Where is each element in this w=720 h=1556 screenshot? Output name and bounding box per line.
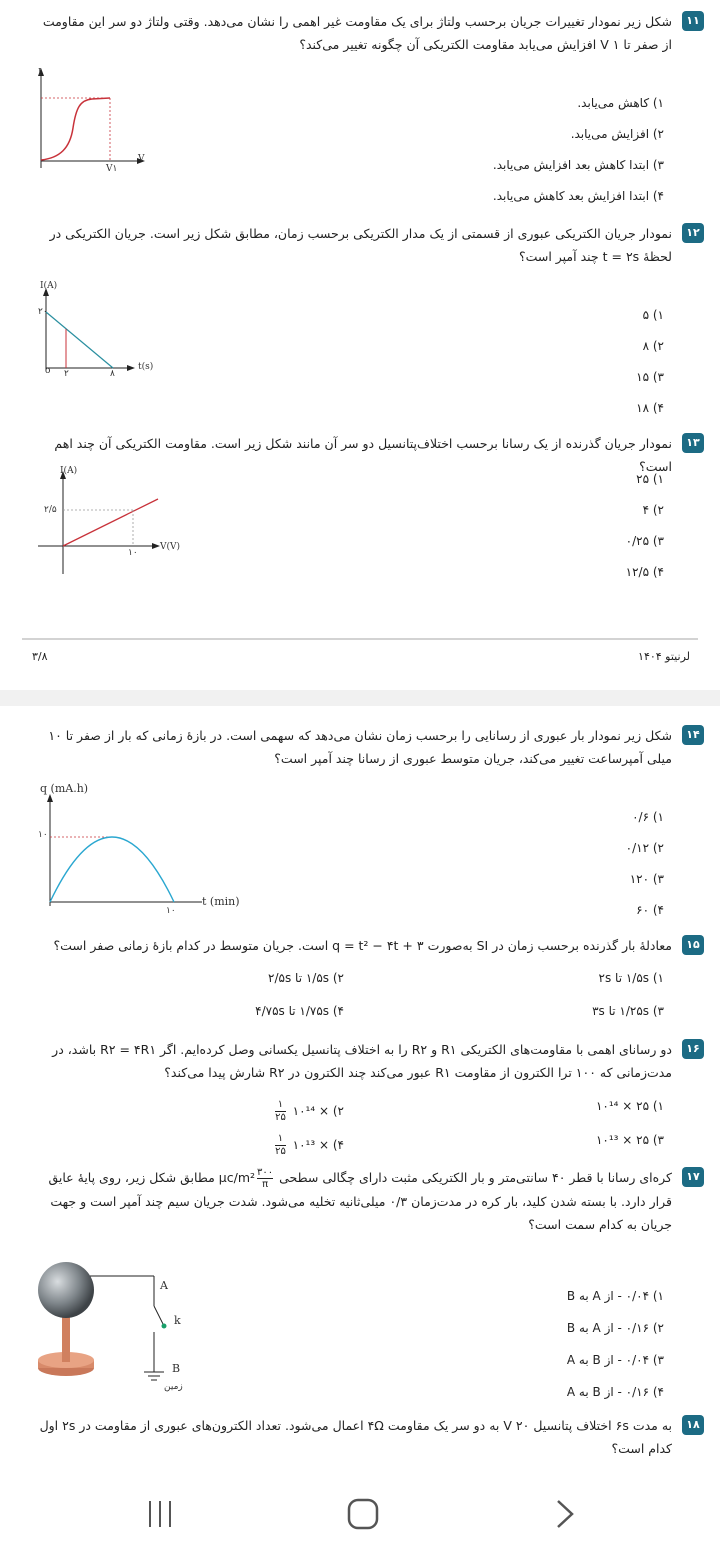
q12-option-2[interactable]: ۲) ۸	[642, 339, 664, 353]
q16-option-2-text: ۲) × ۱۰¹⁴	[292, 1104, 344, 1118]
question-number: ۱۴	[682, 725, 704, 745]
q13-graph	[30, 466, 180, 578]
q17-unit: μc/m²	[218, 1170, 256, 1185]
q12-x-label: t(s)	[138, 362, 154, 372]
frac-den: π	[262, 1179, 269, 1190]
q13-y-label: I(A)	[60, 466, 78, 476]
q17-text-line1-end: مطابق شکل زیر، روی پایهٔ عایق قرار	[48, 1170, 672, 1209]
q13-option-3[interactable]: ۳) ۰/۲۵	[625, 534, 664, 548]
q16-option-2[interactable]	[275, 1099, 344, 1124]
q15-option-2[interactable]: ۲) ۱/۵s تا ۲/۵s	[268, 971, 344, 985]
q17-option-1[interactable]: ۱) ۰/۰۴ - از A به B	[566, 1289, 664, 1303]
q16-option-2-fraction	[275, 1099, 286, 1124]
q11-graph	[30, 68, 170, 180]
recent-apps-icon[interactable]	[146, 1499, 176, 1529]
q16-option-4-text: ۴) × ۱۰¹³	[292, 1138, 344, 1152]
q14-option-4[interactable]: ۴) ۶۰	[636, 903, 664, 917]
q11-x-tick: V۱	[106, 164, 118, 174]
q12-x-tick-1: ۲	[64, 369, 69, 379]
q17-label-b: B	[172, 1362, 181, 1375]
question-text: شکل زیر نمودار تغییرات جریان برحسب ولتاژ برای یک مقاومت غیر اهمی را نشان می‌دهد. وقتی ولتاژ دو سر این مقاومت از صفر تا V ۱ افزایش می‌یابد مقاومت الکتریکی آن چگونه تغییر می‌کند؟	[42, 14, 672, 52]
frac-num: ۱	[275, 1133, 286, 1146]
q16-option-1[interactable]: ۱) ۲۵ × ۱۰¹⁴	[595, 1099, 664, 1113]
question-15	[34, 934, 704, 957]
q17-option-3[interactable]: ۳) ۰/۰۴ - از B به A	[566, 1353, 664, 1367]
q11-option-3[interactable]: ۳) ابتدا کاهش بعد افزایش می‌یابد.	[492, 158, 664, 172]
q17-option-4[interactable]: ۴) ۰/۱۶ - از B به A	[566, 1385, 664, 1399]
q13-y-tick: ۲/۵	[44, 505, 57, 515]
q14-y-label: q (mA.h)	[40, 782, 89, 795]
q16-option-3[interactable]: ۳) ۲۵ × ۱۰¹³	[595, 1133, 664, 1147]
question-17	[34, 1166, 704, 1236]
question-14	[34, 724, 704, 770]
q12-option-1[interactable]: ۱) ۵	[642, 308, 664, 322]
q11-option-4[interactable]: ۴) ابتدا افزایش بعد کاهش می‌یابد.	[492, 189, 664, 203]
q12-option-3[interactable]: ۳) ۱۵	[636, 370, 664, 384]
q12-option-4[interactable]: ۴) ۱۸	[636, 401, 664, 415]
footer-brand: لرنیتو ۱۴۰۴	[638, 650, 690, 663]
question-text	[34, 1166, 672, 1236]
q14-option-3[interactable]: ۳) ۱۲۰	[629, 872, 664, 886]
q14-x-tick: ۱۰	[166, 906, 176, 916]
question-number: ۱۷	[682, 1167, 704, 1187]
q15-option-1[interactable]: ۱) ۱/۵s تا ۲s	[598, 971, 664, 985]
back-icon[interactable]	[554, 1499, 578, 1529]
q12-y-label: I(A)	[40, 281, 58, 291]
question-text: شکل زیر نمودار بار عبوری از رسانایی را برحسب زمان نشان می‌دهد که سهمی است. در بازهٔ زمانی که بار از صفر تا ۱۰ میلی آمپرساعت تغییر می‌کند، جریان متوسط عبوری از رسانا چند آمپر است؟	[48, 728, 672, 766]
frac-den: ۲۵	[275, 1146, 286, 1157]
q13-x-label: V(V)	[160, 542, 181, 552]
q15-option-3[interactable]: ۳) ۱/۲۵s تا ۳s	[592, 1004, 664, 1018]
q17-option-2[interactable]: ۲) ۰/۱۶ - از A به B	[566, 1321, 664, 1335]
q13-x-tick: ۱۰	[128, 548, 138, 558]
frac-den: ۲۵	[275, 1112, 286, 1123]
exam-page-1	[0, 0, 720, 690]
question-number: ۱۶	[682, 1039, 704, 1059]
question-text: معادلهٔ بار گذرنده برحسب زمان در SI به‌صورت q = t² − ۴t + ۳ است. جریان متوسط در کدام بازهٔ زمانی صفر است؟	[53, 938, 672, 953]
page-gap	[0, 690, 720, 706]
q11-x-label: V	[138, 154, 145, 164]
q14-x-label: t (min)	[202, 895, 240, 908]
question-number: ۱۲	[682, 223, 704, 243]
q17-figure	[30, 1262, 210, 1402]
question-number: ۱۳	[682, 433, 704, 453]
q17-fraction	[257, 1167, 273, 1190]
question-12	[34, 222, 704, 268]
q11-y-label: I	[38, 68, 42, 78]
question-18	[34, 1414, 704, 1460]
question-number: ۱۸	[682, 1415, 704, 1435]
q12-x-tick-2: ۸	[110, 369, 115, 379]
home-icon[interactable]	[346, 1497, 380, 1531]
q13-option-2[interactable]: ۲) ۴	[642, 503, 664, 517]
q15-option-4[interactable]: ۴) ۱/۷۵s تا ۴/۷۵s	[255, 1004, 344, 1018]
q17-label-ground: زمین	[164, 1382, 183, 1392]
frac-num: ۳۰۰	[257, 1167, 274, 1178]
question-text: به مدت ۶s اختلاف پتانسیل ۲۰ V به دو سر یک مقاومت ۴Ω اعمال می‌شود. تعداد الکترون‌های عبوری از مقاومت در ۲s اول کدام است؟	[39, 1418, 672, 1456]
question-text: نمودار جریان گذرنده از یک رسانا برحسب اختلاف‌پتانسیل دو سر آن مانند شکل زیر است. مقاومت الکتریکی آن چند اهم است؟	[54, 436, 672, 474]
frac-num: ۱	[275, 1099, 286, 1112]
system-navigation-bar	[0, 1471, 720, 1556]
exam-page-2	[0, 706, 720, 1471]
q17-text-rest: دارد. با بسته شدن کلید، بار کره در مدت‌زمان ۰/۳ میلی‌ثانیه تخلیه می‌شود. شدت جریان سیم چند آمپر است و جهت جریان به کدام سمت است؟	[50, 1194, 672, 1232]
q16-option-4-fraction	[275, 1133, 286, 1158]
q13-option-4[interactable]: ۴) ۱۲/۵	[625, 565, 664, 579]
q11-option-2[interactable]: ۲) افزایش می‌یابد.	[570, 127, 664, 141]
question-number: ۱۵	[682, 935, 704, 955]
question-11	[34, 10, 704, 56]
q14-option-1[interactable]: ۱) ۰/۶	[632, 810, 664, 824]
q11-option-1[interactable]: ۱) کاهش می‌یابد.	[577, 96, 664, 110]
q17-label-a: A	[160, 1279, 168, 1292]
question-text: نمودار جریان الکتریکی عبوری از قسمتی از یک مدار الکتریکی برحسب زمان، مطابق شکل زیر است. جریان الکتریکی در لحظهٔ t = ۲s چند آمپر است؟	[49, 226, 672, 264]
page-number: ۳/۸	[32, 650, 48, 663]
question-16	[34, 1038, 704, 1084]
q13-option-1[interactable]: ۱) ۲۵	[636, 472, 664, 486]
q17-text-start: کره‌ای رسانا با قطر ۴۰ سانتی‌متر و بار الکتریکی مثبت دارای چگالی سطحی	[279, 1170, 672, 1185]
question-number: ۱۱	[682, 11, 704, 31]
q12-y-tick: ۲۰	[38, 307, 48, 317]
footer-divider	[22, 638, 698, 640]
q14-option-2[interactable]: ۲) ۰/۱۲	[625, 841, 664, 855]
q14-y-tick: ۱۰	[38, 830, 48, 840]
question-text: دو رسانای اهمی با مقاومت‌های الکتریکی R۱ و R۲ را به اختلاف پتانسیل یکسانی وصل کرده‌ایم. اگر R۲ = ۴R۱ باشد، در مدت‌زمانی که ۱۰۰ ترا الکترون از مقاومت R۱ عبور می‌کند چند الکترون در R۲ شارش پیدا می‌کند؟	[52, 1042, 672, 1080]
q17-label-k: k	[174, 1314, 181, 1327]
q16-option-4[interactable]	[275, 1133, 344, 1158]
q12-origin: o	[45, 366, 51, 376]
